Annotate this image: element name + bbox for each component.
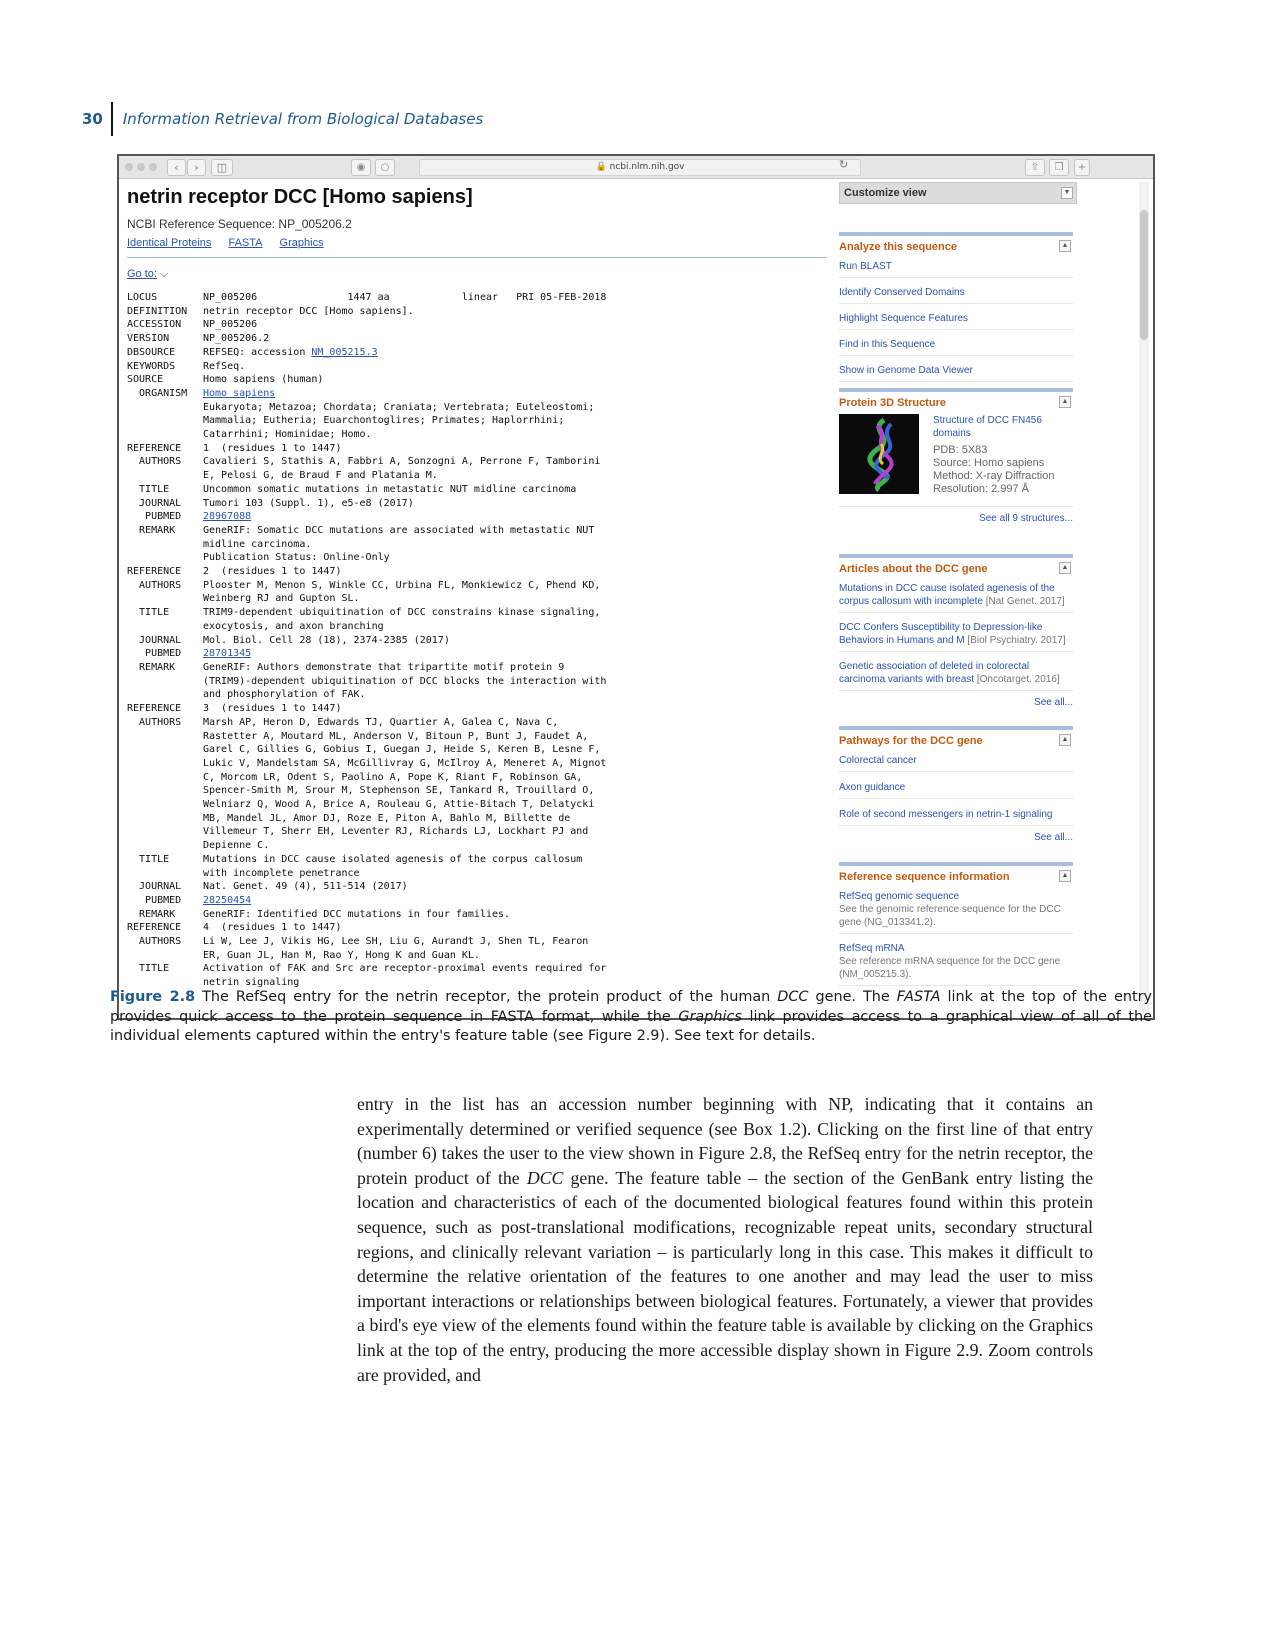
genbank-line xyxy=(127,839,817,853)
genbank-field-name: TITLE xyxy=(127,483,170,495)
genbank-line xyxy=(127,592,817,606)
genbank-line xyxy=(127,634,817,648)
genbank-field-value: Marsh AP, Heron D, Edwards TJ, Quartier A, Galea C, Nava C, xyxy=(203,716,559,728)
body-text: gene. The feature table – the section of the GenBank entry listing the location and characteristics of each of the documented biological features found within this protein sequence, such as post-translational modifications, recognizable repeat units, secondary structural regions, and clinically relevant variation – is particularly long in this case. This makes it difficult to determine the relative orientation of the features to one another and may lead the user to miss important interactions or relationships between biological features. Fortunately, a viewer that provides a bird's eye view of the elements found within the feature table is available by clicking on the Graphics link at the top of the entry, producing the more accessible display shown in Figure 2.9. Zoom controls are provided, and xyxy=(357,1167,1093,1385)
structure-section xyxy=(839,388,1073,530)
genbank-field-name xyxy=(127,538,203,552)
refseq-title-text: Reference sequence information xyxy=(839,871,1010,883)
genbank-field-value: 2 (residues 1 to 1447) xyxy=(203,566,342,578)
genbank-field-value: NP_005206.2 xyxy=(203,333,270,345)
see-all-structures-link[interactable]: See all 9 structures... xyxy=(839,506,1073,530)
genbank-field-name: REFERENCE xyxy=(127,566,182,578)
run-blast-link[interactable]: Run BLAST xyxy=(839,256,1073,278)
genbank-line xyxy=(127,483,817,497)
genbank-line xyxy=(127,551,817,565)
genbank-field-value: Plooster M, Menon S, Winkle CC, Urbina FL, Monkiewicz C, Phend KD, xyxy=(203,579,601,591)
genbank-field-value: Mol. Biol. Cell 28 (18), 2374-2385 (2017) xyxy=(203,634,450,646)
genbank-field-value: 3 (residues 1 to 1447) xyxy=(203,703,342,715)
genbank-field-name: SOURCE xyxy=(127,374,164,386)
articles-section-title xyxy=(839,558,1073,578)
refseq-description: See reference mRNA sequence for the DCC gene (NM_005215.3). xyxy=(839,956,1061,980)
genbank-line xyxy=(127,771,817,785)
genbank-line xyxy=(127,305,817,319)
refseq-item xyxy=(839,934,1073,986)
find-in-sequence-link[interactable]: Find in this Sequence xyxy=(839,330,1073,356)
genbank-line xyxy=(127,606,817,620)
genbank-field-name: TITLE xyxy=(127,607,170,619)
genbank-line xyxy=(127,894,817,908)
genbank-field-value: TRIM9-dependent ubiquitination of DCC constrains kinase signaling, xyxy=(203,607,601,619)
refseq-subtitle: NCBI Reference Sequence: NP_005206.2 xyxy=(127,217,352,231)
collapse-icon[interactable]: ▲ xyxy=(1059,240,1071,252)
divider xyxy=(127,257,827,258)
genbank-field-value: Tumori 103 (Suppl. 1), e5-e8 (2017) xyxy=(203,497,414,509)
caption-text: The RefSeq entry for the netrin receptor, the protein product of the human xyxy=(202,989,778,1005)
genbank-field-name xyxy=(127,592,203,606)
pathways-section-title xyxy=(839,730,1073,750)
genbank-field-name: AUTHORS xyxy=(127,456,182,468)
genbank-field-name xyxy=(127,551,203,565)
genbank-line xyxy=(127,620,817,634)
genbank-field-name: DEFINITION xyxy=(127,305,188,317)
genbank-line xyxy=(127,908,817,922)
tabs-overview-icon[interactable]: ❐ xyxy=(1049,159,1069,176)
genbank-line xyxy=(127,730,817,744)
genbank-field-name xyxy=(127,798,203,812)
article-link[interactable] xyxy=(839,613,1073,652)
genbank-field-value: NP_005206 1447 aa linear PRI 05-FEB-2018 xyxy=(203,292,607,303)
article-title[interactable]: Genetic association of deleted in colorectal carcinoma variants with breast xyxy=(839,661,1030,685)
minimize-window-icon[interactable] xyxy=(137,163,145,171)
structure-name-link[interactable]: Structure of DCC FN456 domains xyxy=(933,415,1042,439)
dropdown-arrow-icon[interactable]: ▼ xyxy=(1061,187,1073,199)
genbank-field-value: with incomplete penetrance xyxy=(203,867,360,879)
page-number: 30 xyxy=(82,102,113,136)
scrollbar-thumb[interactable] xyxy=(1140,210,1148,340)
genbank-line xyxy=(127,853,817,867)
pathway-link[interactable]: Axon guidance xyxy=(839,772,1073,799)
genbank-field-value: Rastetter A, Moutard ML, Anderson V, Bitoun P, Bunt J, Faudet A, xyxy=(203,730,589,742)
genbank-field-name: ORGANISM xyxy=(127,387,188,399)
genbank-line xyxy=(127,812,817,826)
genbank-field-name xyxy=(127,839,203,853)
goto-menu[interactable] xyxy=(127,268,817,281)
reload-icon[interactable]: ↻ xyxy=(839,158,849,171)
caption-emphasis: DCC xyxy=(777,989,809,1005)
refseq-genomic-link[interactable]: RefSeq genomic sequence xyxy=(839,891,960,902)
genbank-field-name xyxy=(127,771,203,785)
share-icon[interactable]: ⇧ xyxy=(1025,159,1045,176)
genbank-link[interactable]: NM_005215.3 xyxy=(311,346,378,358)
genbank-field-value: GeneRIF: Somatic DCC mutations are associated with metastatic NUT xyxy=(203,524,595,536)
genbank-link[interactable]: 28701345 xyxy=(203,648,252,660)
see-all-articles-link[interactable]: See all... xyxy=(1034,697,1073,708)
see-all-pathways-link[interactable]: See all... xyxy=(1034,832,1073,843)
genbank-line xyxy=(127,442,817,456)
genbank-field-value: C, Morcom LR, Odent S, Paolino A, Pope K, Riant F, Robinson GA, xyxy=(203,771,583,783)
genbank-field-name: LOCUS xyxy=(127,292,158,303)
genbank-field-name xyxy=(127,401,203,415)
chevron-down-icon[interactable]: ⌵ xyxy=(160,268,169,280)
genbank-field-value: GeneRIF: Authors demonstrate that tripartite motif protein 9 xyxy=(203,661,565,673)
genbank-field-value: 1 (residues 1 to 1447) xyxy=(203,442,342,454)
caption-text: gene. The xyxy=(808,989,897,1005)
genbank-field-name: JOURNAL xyxy=(127,881,182,893)
entry-links xyxy=(127,237,817,249)
pdb-id: PDB: 5X83 xyxy=(933,444,988,456)
genbank-field-value: Publication Status: Online-Only xyxy=(203,552,390,564)
genbank-field-value: Activation of FAK and Src are receptor-proximal events required for xyxy=(203,963,607,975)
body-emphasis: DCC xyxy=(526,1167,564,1188)
protein-structure-thumbnail[interactable] xyxy=(839,414,919,494)
back-arrow-icon[interactable]: ‹ xyxy=(167,159,186,176)
genbank-link[interactable]: 28250454 xyxy=(203,894,252,906)
genbank-field-name: REMARK xyxy=(127,524,176,536)
genbank-field-value: Lukic V, Mandelstam SA, McGillivray G, McIlroy A, Meneret A, Mignot xyxy=(203,757,607,769)
fasta-link[interactable]: FASTA xyxy=(228,237,263,249)
genbank-field-name: REFERENCE xyxy=(127,922,182,934)
genbank-line xyxy=(127,675,817,689)
genbank-line xyxy=(127,346,817,360)
genbank-field-name xyxy=(127,784,203,798)
caption-emphasis: FASTA xyxy=(896,989,941,1005)
caption-text: link provides access to a graphical view of all of the individual elements captured within the entry's feature table (see Figure 2.9). See text for details. xyxy=(110,1008,1152,1044)
running-title: Information Retrieval from Biological Databases xyxy=(122,110,484,128)
running-header xyxy=(82,102,483,136)
genbank-line xyxy=(127,921,817,935)
genbank-field-name: REMARK xyxy=(127,908,176,920)
genbank-field-name: KEYWORDS xyxy=(127,360,176,372)
genbank-entry-pane xyxy=(127,182,817,1012)
conserved-domains-link[interactable]: Identify Conserved Domains xyxy=(839,278,1073,304)
collapse-icon[interactable]: ▲ xyxy=(1059,870,1071,882)
graphics-link[interactable]: Graphics xyxy=(279,237,324,249)
privacy-icon[interactable]: ○ xyxy=(375,159,395,176)
sidebar xyxy=(839,182,1077,980)
forward-arrow-icon[interactable]: › xyxy=(187,159,206,176)
genome-data-viewer-link[interactable]: Show in Genome Data Viewer xyxy=(839,356,1073,382)
genbank-field-value: Villemeur T, Sherr EH, Leventer RJ, Richards LJ, Lockhart PJ and xyxy=(203,826,589,838)
genbank-line xyxy=(127,935,817,949)
genbank-field-name xyxy=(127,730,203,744)
genbank-field-value: Cavalieri S, Stathis A, Fabbri A, Sonzogni A, Perrone F, Tamborini xyxy=(203,456,601,468)
genbank-field-name xyxy=(127,414,203,428)
genbank-field-name: PUBMED xyxy=(127,648,182,660)
genbank-line xyxy=(127,373,817,387)
genbank-field-value: Spencer-Smith M, Srour M, Stephenson SE, Tankard R, Trouillard O, xyxy=(203,785,595,797)
goto-label[interactable]: Go to: xyxy=(127,268,157,280)
scrollbar[interactable] xyxy=(1139,182,1149,1012)
genbank-field-name xyxy=(127,469,203,483)
figure-screenshot xyxy=(117,154,1155,1020)
genbank-line xyxy=(127,538,817,552)
genbank-field-value: MB, Mandel JL, Amor DJ, Roze E, Piton A, Bahlo M, Billette de xyxy=(203,812,571,824)
url-text: ncbi.nlm.nih.gov xyxy=(609,162,685,172)
collapse-icon[interactable]: ▲ xyxy=(1059,734,1071,746)
genbank-field-value: netrin receptor DCC [Homo sapiens]. xyxy=(203,305,414,317)
caption-text: link at the top of the entry provides quick access to the protein sequence in FASTA format, while the xyxy=(110,989,1153,1025)
genbank-line xyxy=(127,469,817,483)
genbank-record xyxy=(127,291,817,990)
browser-toolbar xyxy=(119,156,1153,179)
refseq-item xyxy=(839,886,1073,934)
analyze-section xyxy=(839,232,1073,382)
genbank-field-value: GeneRIF: Identified DCC mutations in four families. xyxy=(203,908,511,920)
pathway-link[interactable]: Colorectal cancer xyxy=(839,750,1073,772)
structure-info xyxy=(933,414,1073,496)
genbank-line xyxy=(127,661,817,675)
genbank-line xyxy=(127,784,817,798)
genbank-line xyxy=(127,962,817,976)
genbank-line xyxy=(127,414,817,428)
structure-resolution: Resolution: 2.997 Å xyxy=(933,483,1030,495)
genbank-field-name xyxy=(127,743,203,757)
genbank-field-name xyxy=(127,688,203,702)
genbank-field-value: E, Pelosi G, de Braud F and Platania M. xyxy=(203,470,438,482)
genbank-line xyxy=(127,455,817,469)
genbank-line xyxy=(127,716,817,730)
genbank-line xyxy=(127,565,817,579)
maximize-window-icon[interactable] xyxy=(149,163,157,171)
identical-proteins-link[interactable]: Identical Proteins xyxy=(127,237,212,249)
pathway-link[interactable]: Role of second messengers in netrin-1 signaling xyxy=(839,799,1073,826)
genbank-field-name: ACCESSION xyxy=(127,319,182,331)
genbank-field-name: AUTHORS xyxy=(127,579,182,591)
structure-title-text: Protein 3D Structure xyxy=(839,397,946,409)
articles-section xyxy=(839,554,1073,714)
figure-label: Figure 2.8 xyxy=(110,989,196,1005)
article-citation: [Oncotarget. 2016] xyxy=(976,674,1060,685)
genbank-line xyxy=(127,291,817,305)
genbank-line xyxy=(127,428,817,442)
genbank-field-name: REMARK xyxy=(127,661,176,673)
new-tab-icon[interactable]: + xyxy=(1074,159,1090,176)
structure-item xyxy=(839,414,1073,496)
genbank-field-value: REFSEQ: accession xyxy=(203,346,312,358)
protein-ribbon-image xyxy=(839,414,919,494)
analyze-section-title xyxy=(839,236,1073,256)
sidebar-toggle-icon[interactable]: ◫ xyxy=(211,159,233,176)
genbank-field-value: Depienne C. xyxy=(203,840,270,852)
genbank-line xyxy=(127,757,817,771)
genbank-field-value: Welniarz Q, Wood A, Brice A, Rouleau G, Attie-Bitach T, Delatycki xyxy=(203,799,595,811)
genbank-line xyxy=(127,867,817,881)
genbank-link[interactable]: Homo sapiens xyxy=(203,387,276,399)
genbank-field-name xyxy=(127,949,203,963)
extension-icon[interactable]: ◉ xyxy=(351,159,371,176)
genbank-line xyxy=(127,743,817,757)
body-paragraph xyxy=(357,1092,1093,1387)
genbank-line xyxy=(127,497,817,511)
genbank-line xyxy=(127,318,817,332)
address-bar[interactable] xyxy=(419,159,861,176)
genbank-field-value: Uncommon somatic mutations in metastatic NUT midline carcinoma xyxy=(203,483,577,495)
genbank-field-name: TITLE xyxy=(127,853,170,865)
genbank-field-value: Homo sapiens (human) xyxy=(203,374,324,386)
genbank-line xyxy=(127,825,817,839)
genbank-field-name: JOURNAL xyxy=(127,634,182,646)
refseq-mrna-link[interactable]: RefSeq mRNA xyxy=(839,943,905,954)
genbank-field-value: NP_005206 xyxy=(203,319,258,331)
genbank-field-name xyxy=(127,825,203,839)
article-citation: [Biol Psychiatry. 2017] xyxy=(967,635,1066,646)
genbank-field-name: TITLE xyxy=(127,963,170,975)
genbank-line xyxy=(127,702,817,716)
genbank-field-value: Mammalia; Eutheria; Euarchontoglires; Primates; Haplorrhini; xyxy=(203,415,565,427)
genbank-field-value: 4 (residues 1 to 1447) xyxy=(203,922,342,934)
articles-title-text: Articles about the DCC gene xyxy=(839,563,988,575)
structure-section-title xyxy=(839,392,1073,412)
figure-caption xyxy=(110,988,1152,1047)
pathways-section xyxy=(839,726,1073,849)
customize-view-dropdown[interactable] xyxy=(839,182,1077,204)
genbank-field-name xyxy=(127,812,203,826)
genbank-field-name: JOURNAL xyxy=(127,497,182,509)
genbank-field-value: Li W, Lee J, Vikis HG, Lee SH, Liu G, Aurandt J, Shen TL, Fearon xyxy=(203,936,589,948)
genbank-field-value: Garel C, Gillies G, Gobius I, Guegan J, Heide S, Keren B, Lesne F, xyxy=(203,744,601,756)
genbank-field-value: midline carcinoma. xyxy=(203,538,312,550)
genbank-field-value: and phosphorylation of FAK. xyxy=(203,689,366,701)
genbank-field-value: netrin signaling xyxy=(203,977,300,989)
genbank-field-name: DBSOURCE xyxy=(127,346,176,358)
genbank-line xyxy=(127,798,817,812)
genbank-line xyxy=(127,510,817,524)
genbank-line xyxy=(127,579,817,593)
genbank-line xyxy=(127,647,817,661)
genbank-field-name: REFERENCE xyxy=(127,703,182,715)
entry-title: netrin receptor DCC [Homo sapiens] xyxy=(127,186,473,208)
genbank-field-name xyxy=(127,757,203,771)
genbank-field-value: RefSeq. xyxy=(203,360,246,372)
genbank-field-name: AUTHORS xyxy=(127,936,182,948)
genbank-field-value: Nat. Genet. 49 (4), 511-514 (2017) xyxy=(203,881,408,893)
refseq-section-title xyxy=(839,866,1073,886)
genbank-field-name xyxy=(127,867,203,881)
genbank-line xyxy=(127,880,817,894)
genbank-line xyxy=(127,332,817,346)
genbank-field-value: (TRIM9)-dependent ubiquitination of DCC blocks the interaction with xyxy=(203,675,607,687)
genbank-field-name xyxy=(127,675,203,689)
collapse-icon[interactable]: ▲ xyxy=(1059,396,1071,408)
customize-view-label: Customize view xyxy=(844,187,927,199)
genbank-link[interactable]: 28967088 xyxy=(203,511,252,523)
genbank-field-name: PUBMED xyxy=(127,894,182,906)
genbank-field-value: Mutations in DCC cause isolated agenesis of the corpus callosum xyxy=(203,853,583,865)
refseq-description: See the genomic reference sequence for the DCC gene (NG_013341.2). xyxy=(839,904,1061,928)
genbank-field-value: Catarrhini; Hominidae; Homo. xyxy=(203,429,372,441)
close-window-icon[interactable] xyxy=(125,163,133,171)
body-text: entry in the list has an accession number beginning with NP, indicating that it contains an experimentally determined or verified sequence (see Box 1.2). Clicking on the first line of that entry (number 6) takes the user to the view shown in Figure 2.8, the RefSeq entry for the netrin receptor, the protein product of the xyxy=(357,1094,1093,1188)
genbank-field-name: VERSION xyxy=(127,333,170,345)
structure-method: Method: X-ray Diffraction xyxy=(933,470,1055,482)
article-title[interactable]: DCC Confers Susceptibility to Depression-like Behaviors in Humans and M xyxy=(839,622,1043,646)
genbank-line xyxy=(127,688,817,702)
refseq-info-section xyxy=(839,862,1073,986)
genbank-field-name xyxy=(127,620,203,634)
lock-icon: 🔒 xyxy=(595,162,607,172)
structure-source: Source: Homo sapiens xyxy=(933,457,1045,469)
genbank-line xyxy=(127,949,817,963)
genbank-field-name: REFERENCE xyxy=(127,442,182,454)
highlight-features-link[interactable]: Highlight Sequence Features xyxy=(839,304,1073,330)
genbank-line xyxy=(127,360,817,374)
collapse-icon[interactable]: ▲ xyxy=(1059,562,1071,574)
caption-emphasis: Graphics xyxy=(678,1008,742,1025)
article-citation: [Nat Genet. 2017] xyxy=(985,596,1065,607)
analyze-title-text: Analyze this sequence xyxy=(839,241,957,253)
article-link[interactable] xyxy=(839,652,1073,691)
genbank-line xyxy=(127,524,817,538)
genbank-field-value: ER, Guan JL, Han M, Rao Y, Hong K and Guan KL. xyxy=(203,949,480,961)
genbank-field-name: AUTHORS xyxy=(127,716,182,728)
article-title[interactable]: Mutations in DCC cause isolated agenesis of the corpus callosum with incomplete xyxy=(839,583,1055,607)
pathways-title-text: Pathways for the DCC gene xyxy=(839,735,983,747)
genbank-field-value: Weinberg RJ and Gupton SL. xyxy=(203,593,360,605)
genbank-field-value: Eukaryota; Metazoa; Chordata; Craniata; Vertebrata; Euteleostomi; xyxy=(203,401,595,413)
genbank-line xyxy=(127,401,817,415)
genbank-line xyxy=(127,387,817,401)
genbank-field-name: PUBMED xyxy=(127,511,182,523)
genbank-field-value: exocytosis, and axon branching xyxy=(203,620,384,632)
genbank-field-name xyxy=(127,428,203,442)
article-link[interactable] xyxy=(839,578,1073,613)
